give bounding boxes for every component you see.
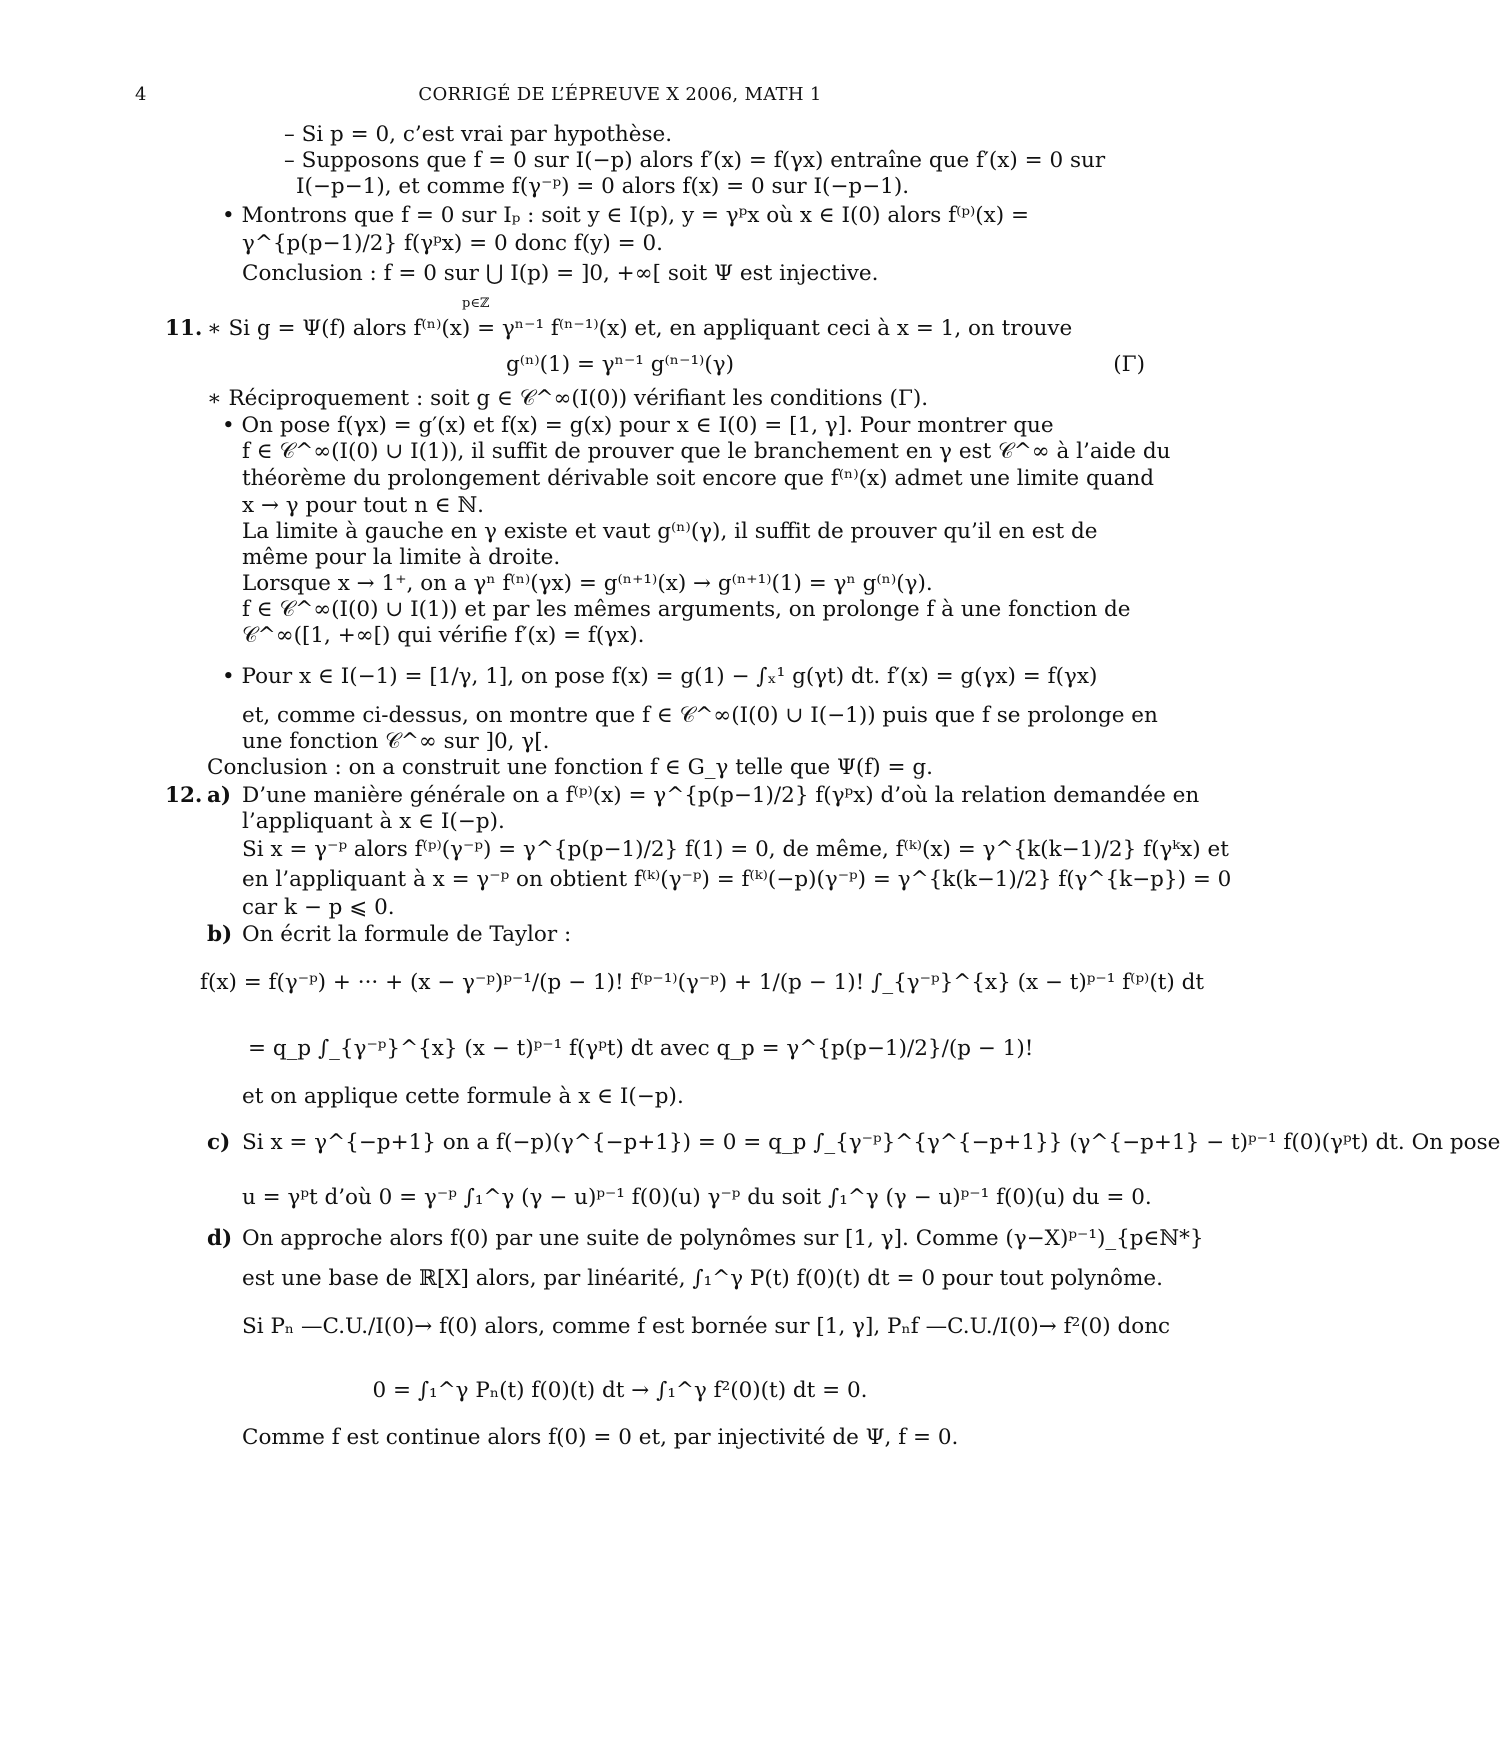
text-line: • On pose f(γx) = g′(x) et f(x) = g(x) pour x ∈ I(0) = [1, γ]. Pour montrer que [222,413,1054,438]
text-line: On approche alors f(0) par une suite de polynômes sur [1, γ]. Comme (γ−X)ᵖ⁻¹)_{p∈ℕ*} [242,1226,1204,1251]
text-line: ∗ Réciproquement : soit g ∈ 𝒞^∞(I(0)) vérifiant les conditions (Γ). [207,386,929,411]
text-line: théorème du prolongement dérivable soit encore que f⁽ⁿ⁾(x) admet une limite quand [242,466,1155,491]
text-line: ∗ Si g = Ψ(f) alors f⁽ⁿ⁾(x) = γⁿ⁻¹ f⁽ⁿ⁻¹⁾(x) et, en appliquant ceci à x = 1, on trouve [207,316,1073,341]
text-line: • Pour x ∈ I(−1) = [1/γ, 1], on pose f(x) = g(1) − ∫ₓ¹ g(γt) dt. f′(x) = g(γx) = f(γx) [222,664,1098,689]
text-line: est une base de ℝ[X] alors, par linéarité, ∫₁^γ P(t) f(0)(t) dt = 0 pour tout polynôme. [242,1266,1163,1291]
text-line: en l’appliquant à x = γ⁻ᵖ on obtient f⁽ᵏ⁾(γ⁻ᵖ) = f⁽ᵏ⁾(−p)(γ⁻ᵖ) = γ^{k(k−1)/2} f(γ^{k−p}) = 0 [242,867,1232,892]
question-number: 11. [165,316,203,341]
subquestion-label: a) [207,783,232,808]
running-title: CORRIGÉ DE L’ÉPREUVE X 2006, MATH 1 [418,84,822,105]
text-line: Si Pₙ —C.U./I(0)→ f(0) alors, comme f est bornée sur [1, γ], Pₙf —C.U./I(0)→ f²(0) donc [242,1314,1171,1339]
display-equation: 0 = ∫₁^γ Pₙ(t) f(0)(t) dt → ∫₁^γ f²(0)(t) dt = 0. [372,1378,868,1403]
text-line: même pour la limite à droite. [242,545,561,570]
text-line: – Supposons que f = 0 sur I(−p) alors f′(x) = f(γx) entraîne que f′(x) = 0 sur [284,148,1106,173]
question-number: 12. [165,783,203,808]
text-line: u = γᵖt d’où 0 = γ⁻ᵖ ∫₁^γ (γ − u)ᵖ⁻¹ f(0)(u) γ⁻ᵖ du soit ∫₁^γ (γ − u)ᵖ⁻¹ f(0)(u) du = 0. [242,1185,1152,1210]
text-line: Lorsque x → 1⁺, on a γⁿ f⁽ⁿ⁾(γx) = g⁽ⁿ⁺¹⁾(x) → g⁽ⁿ⁺¹⁾(1) = γⁿ g⁽ⁿ⁾(γ). [242,571,933,596]
subquestion-label: c) [207,1130,231,1155]
page-number: 4 [135,84,147,105]
text-line: Si x = γ^{−p+1} on a f(−p)(γ^{−p+1}) = 0 = q_p ∫_{γ⁻ᵖ}^{γ^{−p+1}} (γ^{−p+1} − t)ᵖ⁻¹ f(0)(γᵖt) dt. On pose [242,1130,1500,1155]
subquestion-label: d) [207,1226,233,1251]
text-line: Comme f est continue alors f(0) = 0 et, par injectivité de Ψ, f = 0. [242,1425,959,1450]
text-line: car k − p ⩽ 0. [242,895,395,920]
text-line: et on applique cette formule à x ∈ I(−p). [242,1084,684,1109]
text-line: x → γ pour tout n ∈ ℕ. [242,493,484,518]
text-line: • Montrons que f = 0 sur Iₚ : soit y ∈ I(p), y = γᵖx où x ∈ I(0) alors f⁽ᵖ⁾(x) = [222,203,1029,228]
display-equation: g⁽ⁿ⁾(1) = γⁿ⁻¹ g⁽ⁿ⁻¹⁾(γ) [506,352,734,377]
text-line: – Si p = 0, c’est vrai par hypothèse. [284,122,673,147]
text-line: Conclusion : on a construit une fonction f ∈ G_γ telle que Ψ(f) = g. [207,755,933,780]
text-line: f ∈ 𝒞^∞(I(0) ∪ I(1)) et par les mêmes arguments, on prolonge f à une fonction de [242,597,1131,622]
text-line: On écrit la formule de Taylor : [242,922,572,947]
text-line: I(−p−1), et comme f(γ⁻ᵖ) = 0 alors f(x) = 0 sur I(−p−1). [296,174,910,199]
display-equation: f(x) = f(γ⁻ᵖ) + ··· + (x − γ⁻ᵖ)ᵖ⁻¹/(p − 1)! f⁽ᵖ⁻¹⁾(γ⁻ᵖ) + 1/(p − 1)! ∫_{γ⁻ᵖ}^{x} (x − t)ᵖ⁻¹ f⁽ᵖ⁾(t) dt [200,970,1204,995]
equation-tag: (Γ) [1113,352,1145,377]
text-line: La limite à gauche en γ existe et vaut g⁽ⁿ⁾(γ), il suffit de prouver qu’il en est de [242,519,1098,544]
text-line: et, comme ci-dessus, on montre que f ∈ 𝒞^∞(I(0) ∪ I(−1)) puis que f se prolonge en [242,703,1158,728]
text-line: γ^{p(p−1)/2} f(γᵖx) = 0 donc f(y) = 0. [242,231,663,256]
text-line: 𝒞^∞([1, +∞[) qui vérifie f′(x) = f(γx). [242,623,645,648]
text-line: f ∈ 𝒞^∞(I(0) ∪ I(1)), il suffit de prouver que le branchement en γ est 𝒞^∞ à l’aide du [242,439,1171,464]
text-line: Si x = γ⁻ᵖ alors f⁽ᵖ⁾(γ⁻ᵖ) = γ^{p(p−1)/2} f(1) = 0, de même, f⁽ᵏ⁾(x) = γ^{k(k−1)/2} f(γᵏx) et [242,837,1229,862]
text-line: Conclusion : f = 0 sur ⋃ I(p) = ]0, +∞[ soit Ψ est injective. [242,261,879,286]
text-line: une fonction 𝒞^∞ sur ]0, γ[. [242,729,550,754]
text-line: l’appliquant à x ∈ I(−p). [242,809,505,834]
union-index: p∈ℤ [462,296,490,311]
text-line: D’une manière générale on a f⁽ᵖ⁾(x) = γ^{p(p−1)/2} f(γᵖx) d’où la relation demandée en [242,783,1200,808]
display-equation: = q_p ∫_{γ⁻ᵖ}^{x} (x − t)ᵖ⁻¹ f(γᵖt) dt avec q_p = γ^{p(p−1)/2}/(p − 1)! [248,1036,1034,1061]
subquestion-label: b) [207,922,233,947]
